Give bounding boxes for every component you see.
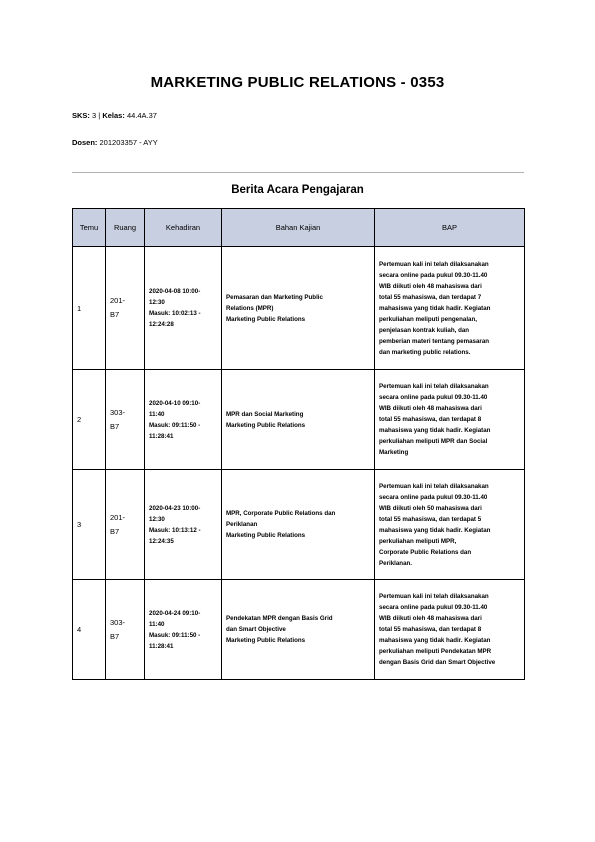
ruang-cell	[106, 247, 145, 370]
kehadiran-cell-line: 2020-04-10 09:10-	[149, 399, 201, 407]
ruang-cell	[106, 470, 145, 580]
temu-cell-line: 1	[77, 303, 82, 313]
bahan-kajian-cell-line: Marketing Public Relations	[226, 315, 306, 323]
course-meta	[72, 111, 157, 120]
kehadiran-cell-line: 11:40	[149, 410, 165, 418]
header-bap: BAP	[375, 209, 525, 247]
temu-cell-line: 3	[77, 520, 82, 529]
ruang-cell	[106, 580, 145, 680]
bap-cell-line: perkuliahan meliputi MPR,	[379, 537, 457, 545]
header-bahan-kajian: Bahan Kajian	[222, 209, 375, 247]
document-title: MARKETING PUBLIC RELATIONS - 0353	[150, 74, 445, 91]
header-kehadiran: Kehadiran	[145, 209, 222, 247]
header-temu: Temu	[73, 209, 106, 247]
bap-cell-line: pemberian materi tentang pemasaran	[379, 337, 490, 345]
bap-cell-line: Periklanan.	[379, 559, 413, 567]
bahan-kajian-cell-line: MPR dan Social Marketing	[226, 410, 304, 418]
kelas-label: Kelas:	[102, 111, 125, 120]
temu-cell	[73, 470, 106, 580]
bap-cell-line: Marketing	[379, 449, 409, 456]
meta-separator: |	[98, 111, 101, 120]
temu-cell-line: 4	[77, 625, 82, 634]
kehadiran-cell-line: Masuk: 09:11:50 -	[149, 421, 201, 429]
bap-cell	[375, 370, 525, 470]
temu-cell	[73, 247, 106, 370]
bahan-kajian-cell	[222, 247, 375, 370]
bap-cell-line: Pertemuan kali ini telah dilaksanakan	[379, 482, 489, 490]
kehadiran-cell-line: Masuk: 10:13:12 -	[149, 526, 201, 534]
dosen-label: Dosen:	[72, 138, 98, 147]
bahan-kajian-cell-line: Marketing Public Relations	[226, 637, 306, 644]
ruang-cell-line: B7	[110, 631, 120, 641]
bahan-kajian-cell-line: MPR, Corporate Public Relations dan	[226, 510, 336, 517]
header-ruang: Ruang	[106, 209, 145, 247]
kehadiran-cell-line: 12:24:28	[149, 321, 174, 328]
bap-cell-line: Pertemuan kali ini telah dilaksanakan	[379, 260, 489, 268]
ruang-cell-line: B7	[110, 421, 120, 431]
kelas-value: 44.4A.37	[126, 111, 157, 120]
bap-cell-line: Pertemuan kali ini telah dilaksanakan	[379, 383, 489, 390]
section-title: Berita Acara Pengajaran	[231, 184, 364, 196]
bap-cell-line: secara online pada pukul 09.30-11.40	[379, 493, 488, 501]
ruang-cell-line: 201-	[110, 296, 126, 305]
bap-cell-line: secara online pada pukul 09.30-11.40	[379, 394, 488, 401]
bap-cell-line: dan marketing public relations.	[379, 348, 471, 356]
divider	[72, 172, 524, 173]
bahan-kajian-cell	[222, 470, 375, 580]
kehadiran-cell-line: 2020-04-24 09:10-	[149, 609, 201, 617]
bap-cell-line: total 55 mahasiswa, dan terdapat 5	[379, 515, 482, 523]
kehadiran-cell-line: Masuk: 09:11:50 -	[149, 631, 201, 639]
kehadiran-cell-line: 12:30	[149, 299, 165, 306]
bap-cell-line: mahasiswa yang tidak hadir. Kegiatan	[379, 304, 491, 312]
teaching-log-table	[72, 208, 525, 680]
kehadiran-cell	[145, 370, 222, 470]
bap-cell-line: total 55 mahasiswa, dan terdapat 8	[379, 416, 482, 423]
kehadiran-cell-line: Masuk: 10:02:13 -	[149, 310, 201, 317]
bap-cell-line: WIB diikuti oleh 48 mahasiswa dari	[379, 405, 482, 412]
dosen-value: 201203357 - AYY	[99, 138, 158, 147]
table-row	[73, 470, 525, 580]
ruang-cell-line: 303-	[110, 617, 126, 627]
kehadiran-cell	[145, 470, 222, 580]
temu-cell	[73, 370, 106, 470]
sks-label: SKS:	[72, 111, 90, 120]
bahan-kajian-cell-line: Periklanan	[226, 521, 258, 528]
ruang-cell-line: 201-	[110, 512, 126, 522]
kehadiran-cell-line: 2020-04-08 10:00-	[149, 288, 201, 295]
table-row	[73, 247, 525, 370]
bap-cell-line: Pertemuan kali ini telah dilaksanakan	[379, 593, 489, 600]
bap-cell-line: dengan Basis Grid dan Smart Objective	[379, 659, 496, 666]
bap-cell-line: penjelasan kontrak kuliah, dan	[379, 326, 470, 334]
bap-cell-line: mahasiswa yang tidak hadir. Kegiatan	[379, 526, 491, 534]
bahan-kajian-cell-line: Marketing Public Relations	[226, 421, 306, 429]
bap-cell-line: perkuliahan meliputi MPR dan Social	[379, 438, 488, 445]
bap-cell-line: WIB diikuti oleh 48 mahasiswa dari	[379, 615, 482, 622]
temu-cell-line: 2	[77, 415, 82, 424]
kehadiran-cell-line: 11:40	[149, 620, 165, 628]
table-row	[73, 370, 525, 470]
table-header-row	[73, 209, 525, 247]
bap-cell-line: mahasiswa yang tidak hadir. Kegiatan	[379, 637, 491, 644]
bap-cell	[375, 247, 525, 370]
bap-cell-line: total 55 mahasiswa, dan terdapat 8	[379, 626, 482, 633]
kehadiran-cell-line: 12:30	[149, 515, 165, 523]
ruang-cell-line: 303-	[110, 407, 126, 417]
bahan-kajian-cell-line: Relations (MPR)	[226, 304, 274, 312]
ruang-cell-line: B7	[110, 526, 120, 536]
bap-cell-line: perkuliahan meliputi pengenalan,	[379, 315, 477, 323]
bap-cell-line: WIB diikuti oleh 48 mahasiswa dari	[379, 282, 482, 290]
sks-value: 3	[92, 111, 97, 120]
ruang-cell-line: B7	[110, 310, 120, 319]
kehadiran-cell-line: 11:28:41	[149, 432, 174, 440]
bap-cell-line: Corporate Public Relations dan	[379, 548, 472, 556]
kehadiran-cell-line: 2020-04-23 10:00-	[149, 504, 201, 512]
table-row	[73, 580, 525, 680]
bap-cell-line: secara online pada pukul 09.30-11.40	[379, 271, 488, 279]
bap-cell	[375, 580, 525, 680]
bahan-kajian-cell-line: Pemasaran dan Marketing Public	[226, 293, 323, 301]
bap-cell-line: mahasiswa yang tidak hadir. Kegiatan	[379, 427, 491, 434]
ruang-cell	[106, 370, 145, 470]
bap-cell-line: perkuliahan meliputi Pendekatan MPR	[379, 648, 492, 655]
kehadiran-cell	[145, 580, 222, 680]
bap-cell-line: total 55 mahasiswa, dan terdapat 7	[379, 293, 482, 301]
kehadiran-cell-line: 12:24:35	[149, 537, 174, 545]
kehadiran-cell	[145, 247, 222, 370]
bahan-kajian-cell	[222, 580, 375, 680]
bahan-kajian-cell-line: Marketing Public Relations	[226, 532, 306, 539]
bap-cell	[375, 470, 525, 580]
bap-cell-line: secara online pada pukul 09.30-11.40	[379, 604, 488, 611]
temu-cell	[73, 580, 106, 680]
bap-cell-line: WIB diikuti oleh 50 mahasiswa dari	[379, 504, 482, 512]
bahan-kajian-cell	[222, 370, 375, 470]
bahan-kajian-cell-line: Pendekatan MPR dengan Basis Grid	[226, 615, 333, 622]
kehadiran-cell-line: 11:28:41	[149, 642, 174, 650]
bahan-kajian-cell-line: dan Smart Objective	[226, 626, 286, 633]
lecturer-meta	[72, 138, 158, 147]
